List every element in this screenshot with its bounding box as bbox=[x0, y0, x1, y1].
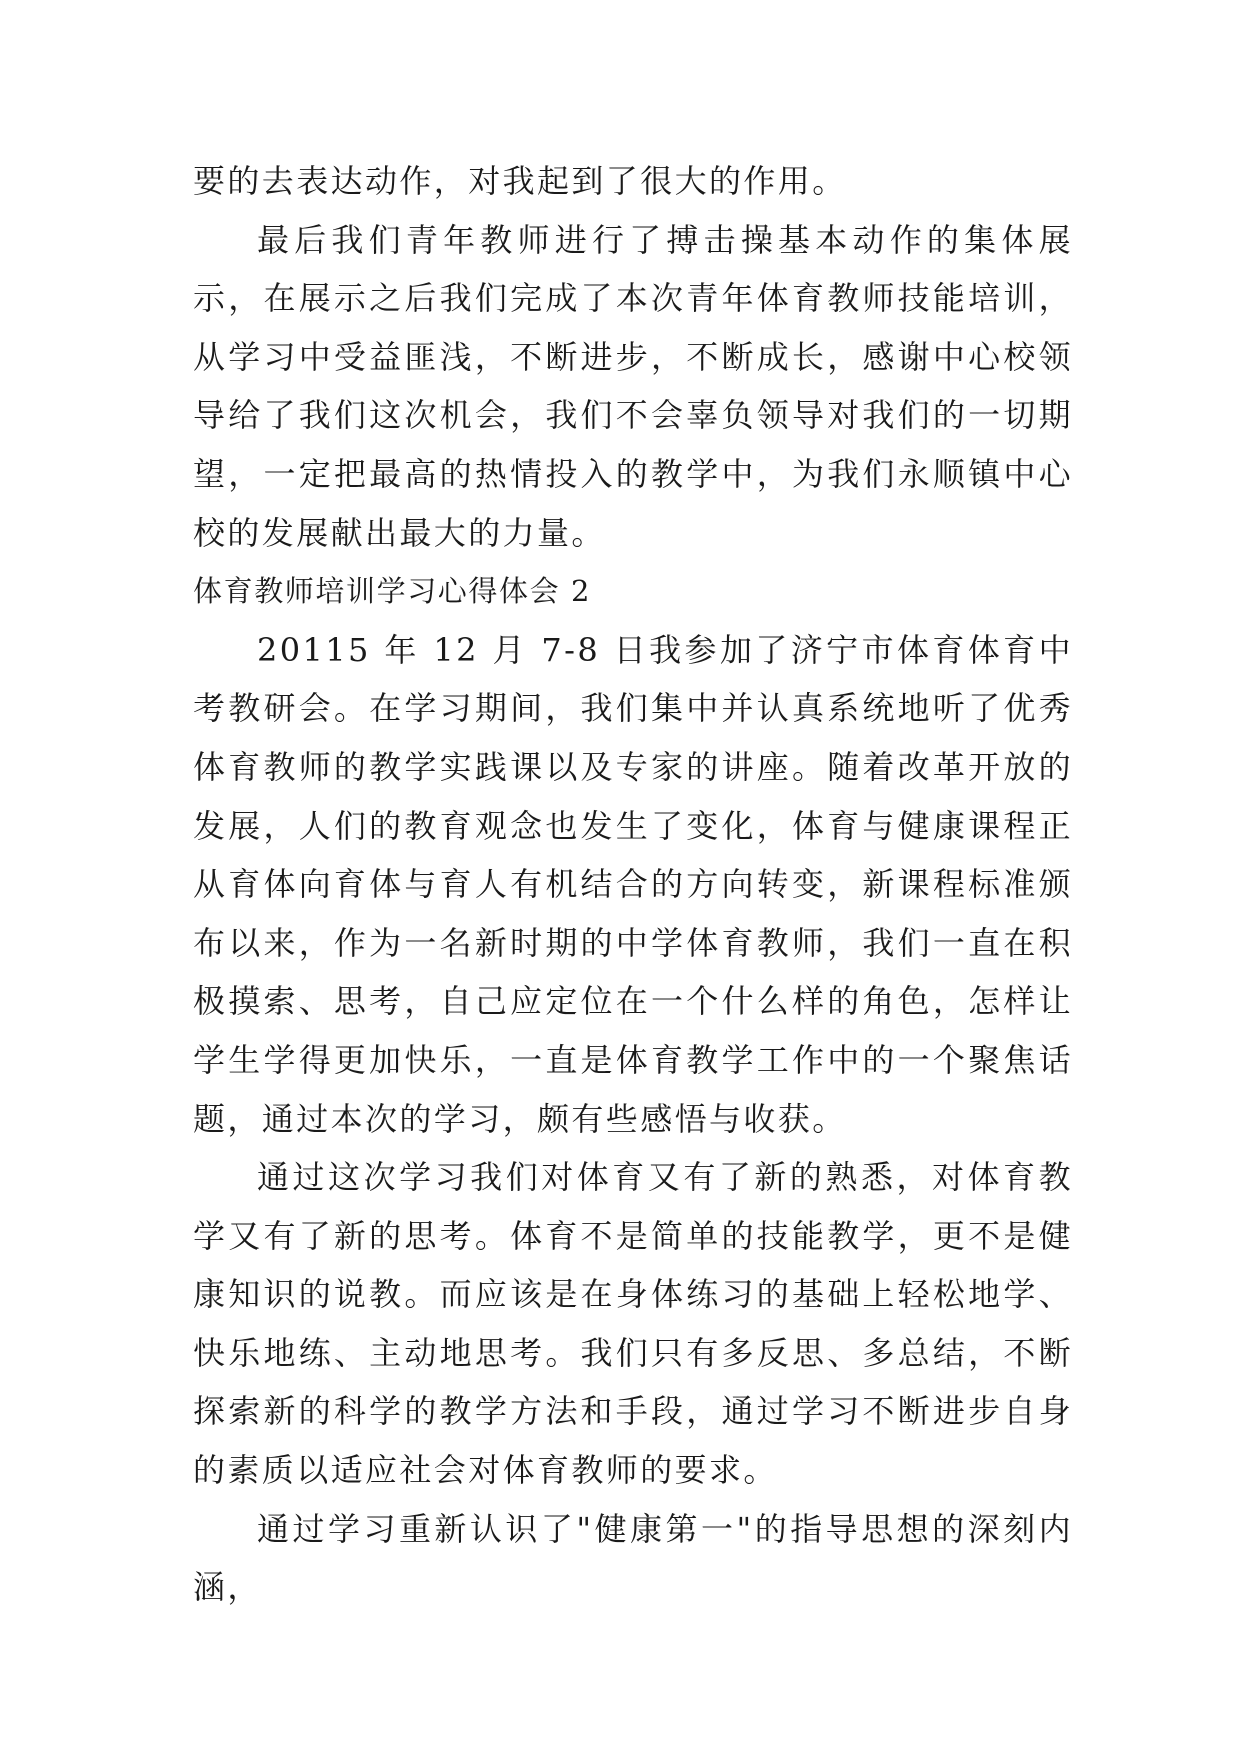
section-heading: 体育教师培训学习心得体会 2 bbox=[193, 574, 592, 609]
paragraph-summary: 最后我们青年教师进行了搏击操基本动作的集体展示，在展示之后我们完成了本次青年体育教师技能培训，从学习中受益匪浅，不断进步，不断成长，感谢中心校领导给了我们这次机会，我们不会辜负领导对我们的一切期望，一定把最高的热情投入的教学中，为我们永顺镇中心校的发展献出最大的力量。 bbox=[193, 220, 1073, 552]
paragraph-continuation: 要的去表达动作，对我起到了很大的作用。 bbox=[193, 162, 847, 200]
paragraph-intro: 20115 年 12 月 7-8 日我参加了济宁市体育体育中考教研会。在学习期间，我们集中并认真系统地听了优秀体育教师的教学实践课以及专家的讲座。随着改革开放的发展，人们的教育观念也发生了变化，体育与健康课程正从育体向育体与育人有机结合的方向转变，新课程标准颁布以来，作为一名新时期的中学体育教师，我们一直在积极摸索、思考，自己应定位在一个什么样的角色，怎样让学生学得更加快乐，一直是体育教学工作中的一个聚焦话题，通过本次的学习，颇有些感悟与收获。 bbox=[193, 630, 1073, 1138]
paragraph-health-first: 通过学习重新认识了"健康第一"的指导思想的深刻内涵， bbox=[193, 1509, 1073, 1607]
paragraph-reflection: 通过这次学习我们对体育又有了新的熟悉，对体育教学又有了新的思考。体育不是简单的技能教学，更不是健康知识的说教。而应该是在身体练习的基础上轻松地学、快乐地练、主动地思考。我们只有多反思、多总结，不断探索新的科学的教学方法和手段，通过学习不断进步自身的素质以适应社会对体育教师的要求。 bbox=[193, 1158, 1073, 1490]
document-page bbox=[193, 152, 1073, 1617]
